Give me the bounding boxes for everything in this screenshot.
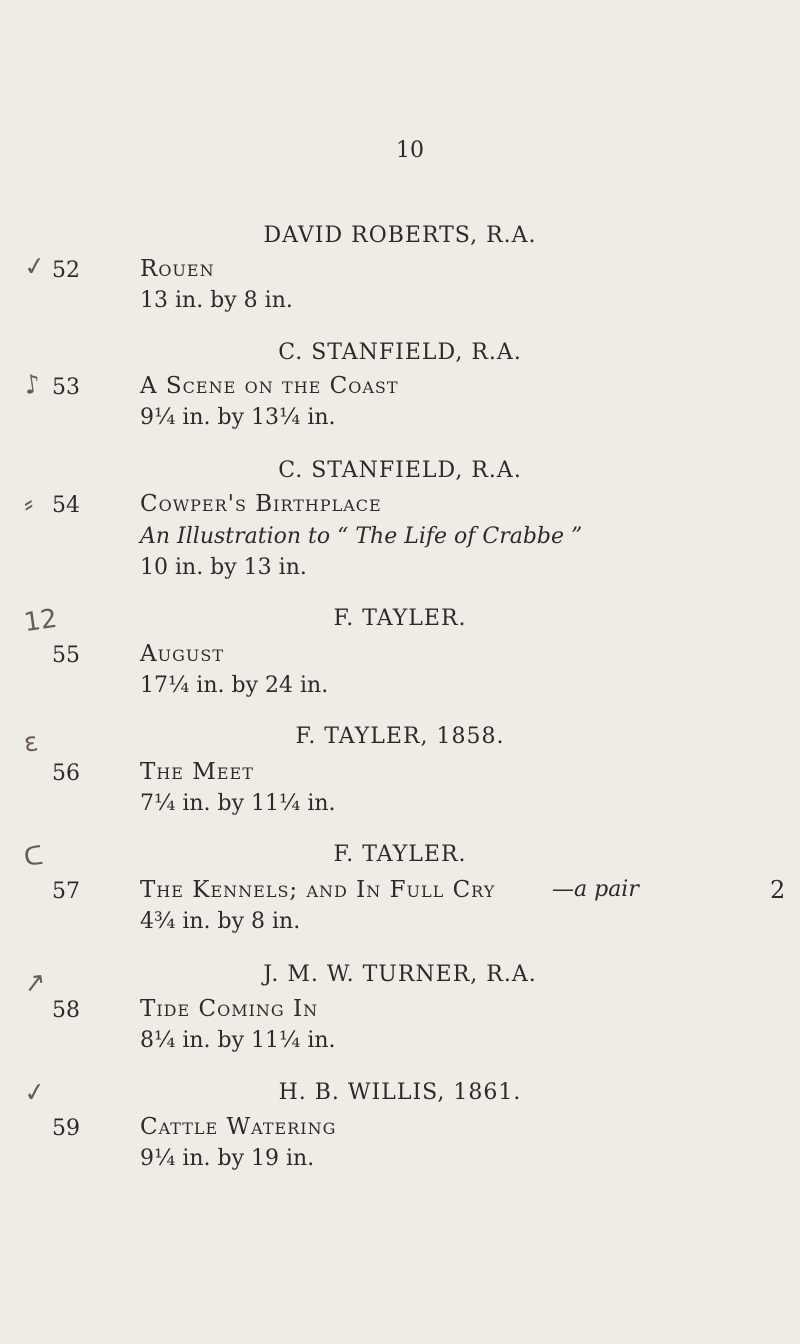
margin-annotation: ✓ (22, 250, 48, 284)
title: August (140, 641, 224, 667)
margin-annotation: 2 (770, 876, 786, 904)
lot-number: 54 (52, 493, 80, 518)
lot-number: 58 (52, 998, 80, 1023)
artist: J. M. W. TURNER, R.A. (263, 962, 537, 987)
lot-number: 59 (52, 1116, 80, 1141)
artist: C. STANFIELD, R.A. (278, 458, 522, 483)
title: Cowper's Birthplace (140, 491, 382, 517)
artist: F. TAYLER. (333, 606, 467, 631)
margin-annotation: ✓ (22, 1076, 48, 1110)
artist: F. TAYLER. (333, 842, 467, 867)
subtitle: An Illustration to “ The Life of Crabbe ” (140, 524, 583, 549)
margin-annotation: 12 (22, 603, 60, 639)
title: Cattle Watering (140, 1114, 337, 1140)
margin-annotation: ↗ (22, 966, 48, 1000)
dimensions: 9¼ in. by 19 in. (140, 1146, 315, 1171)
page-number: 10 (396, 138, 424, 163)
dimensions: 8¼ in. by 11¼ in. (140, 1028, 336, 1053)
dimensions: 4¾ in. by 8 in. (140, 909, 301, 934)
artist: C. STANFIELD, R.A. (278, 340, 522, 365)
title: Tide Coming In (140, 996, 319, 1022)
title: The Meet (140, 759, 254, 785)
margin-annotation: ♪ (21, 368, 43, 402)
lot-number: 53 (52, 375, 80, 400)
lot-number: 56 (52, 761, 80, 786)
margin-annotation: ⸗ (22, 488, 35, 520)
artist: F. TAYLER, 1858. (295, 724, 505, 749)
title: The Kennels; and In Full Cry (140, 877, 496, 903)
dimensions: 9¼ in. by 13¼ in. (140, 405, 336, 430)
lot-number: 52 (52, 258, 80, 283)
artist: DAVID ROBERTS, R.A. (263, 223, 537, 248)
dimensions: 7¼ in. by 11¼ in. (140, 791, 336, 816)
margin-annotation: ɛ (21, 727, 41, 759)
dimensions: 17¼ in. by 24 in. (140, 673, 329, 698)
title: Rouen (140, 256, 215, 282)
artist: H. B. WILLIS, 1861. (278, 1080, 522, 1105)
dimensions: 13 in. by 8 in. (140, 288, 293, 313)
lot-number: 57 (52, 879, 80, 904)
dimensions: 10 in. by 13 in. (140, 555, 307, 580)
lot-number: 55 (52, 643, 80, 668)
subtitle: —a pair (552, 877, 639, 902)
title: A Scene on the Coast (140, 373, 399, 399)
margin-annotation: ᑕ (22, 840, 45, 874)
